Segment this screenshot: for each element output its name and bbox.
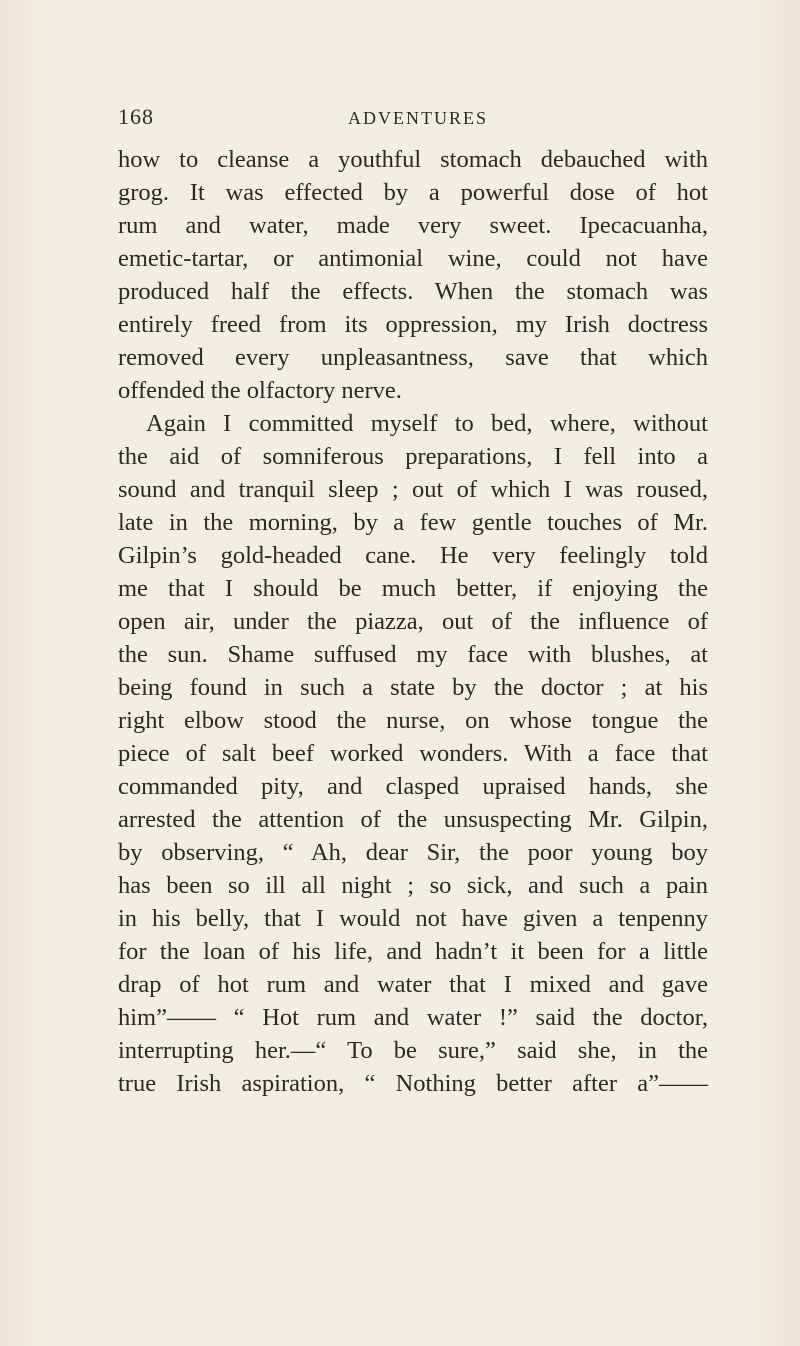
text-line: emetic-tartar, or antimonial wine, could not have — [118, 245, 708, 272]
text-line: him”—— “ Hot rum and water !” said the doctor, — [118, 1004, 708, 1031]
page-header — [118, 104, 678, 134]
text-line: for the loan of his life, and hadn’t it been for a little — [118, 938, 708, 965]
text-line: true Irish aspiration, “ Nothing better after a”—— — [118, 1070, 708, 1097]
text-line: the sun. Shame suffused my face with blushes, at — [118, 641, 708, 668]
text-line: being found in such a state by the doctor ; at his — [118, 674, 708, 701]
text-line: commanded pity, and clasped upraised hands, she — [118, 773, 708, 800]
text-line: open air, under the piazza, out of the influence of — [118, 608, 708, 635]
text-line: late in the morning, by a few gentle touches of Mr. — [118, 509, 708, 536]
text-line: grog. It was effected by a powerful dose of hot — [118, 179, 708, 206]
body-text — [118, 143, 708, 1100]
text-line: offended the olfactory nerve. — [118, 377, 402, 404]
text-line: has been so ill all night ; so sick, and such a pain — [118, 872, 708, 899]
text-line: arrested the attention of the unsuspecting Mr. Gilpin, — [118, 806, 708, 833]
text-line: the aid of somniferous preparations, I fell into a — [118, 443, 708, 470]
text-line: rum and water, made very sweet. Ipecacuanha, — [118, 212, 708, 239]
text-line: by observing, “ Ah, dear Sir, the poor young boy — [118, 839, 708, 866]
text-line: sound and tranquil sleep ; out of which I was roused, — [118, 476, 708, 503]
text-line: drap of hot rum and water that I mixed and gave — [118, 971, 708, 998]
text-line: removed every unpleasantness, save that which — [118, 344, 708, 371]
text-line: right elbow stood the nurse, on whose tongue the — [118, 707, 708, 734]
text-line: produced half the effects. When the stomach was — [118, 278, 708, 305]
text-line: interrupting her.—“ To be sure,” said she, in the — [118, 1037, 708, 1064]
text-line: in his belly, that I would not have given a tenpenny — [118, 905, 708, 932]
running-head: ADVENTURES — [348, 108, 488, 128]
text-line: piece of salt beef worked wonders. With a face that — [118, 740, 708, 767]
page-number: 168 — [118, 104, 154, 129]
text-line: Again I committed myself to bed, where, without — [146, 410, 708, 437]
text-line: entirely freed from its oppression, my Irish doctress — [118, 311, 708, 338]
text-line: Gilpin’s gold-headed cane. He very feelingly told — [118, 542, 708, 569]
text-line: me that I should be much better, if enjoying the — [118, 575, 708, 602]
text-line: how to cleanse a youthful stomach debauched with — [118, 146, 708, 173]
